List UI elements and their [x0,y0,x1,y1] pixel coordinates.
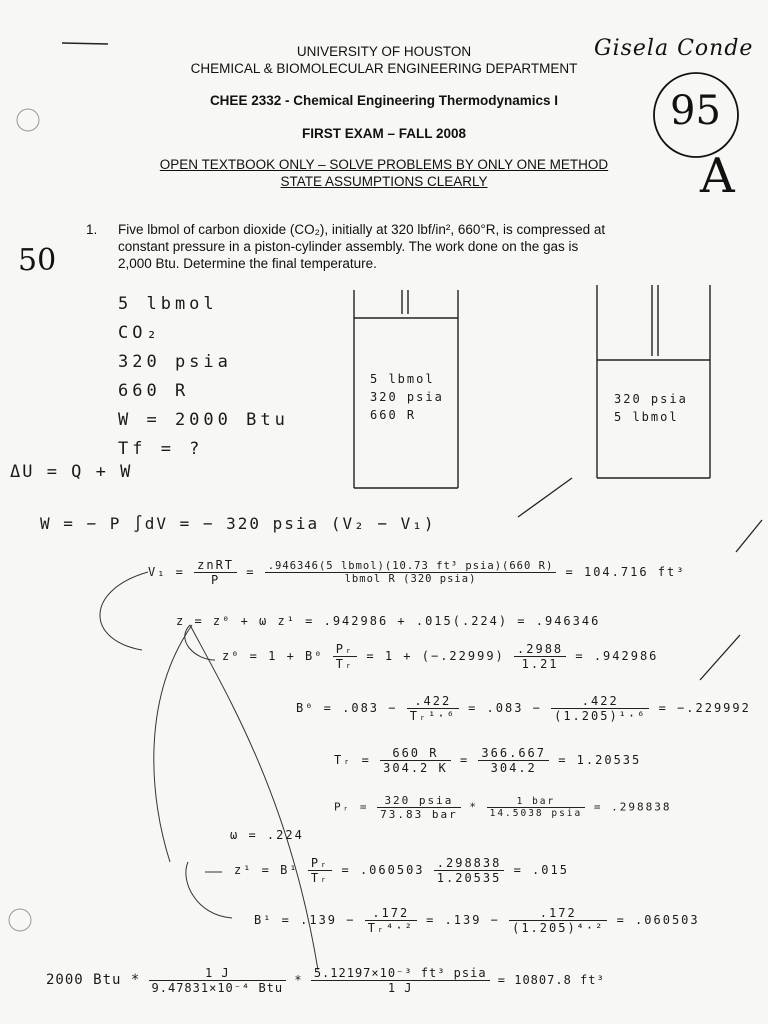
fraction-numerator: .172 [509,906,607,921]
fraction-numerator: .298838 [434,856,505,871]
fraction-denominator: 304.2 [490,761,537,775]
conv-lhs: 2000 Btu * [46,972,141,988]
equals: = [246,565,256,579]
student-name: Gisela Conde [594,36,754,61]
v1-equation [148,558,685,587]
fraction-denominator: Tᵣ [335,657,355,671]
b1-lhs: B¹ = .139 − [254,913,356,927]
fraction-numerator: znRT [194,558,237,573]
fraction-denominator: 14.5038 psia [489,808,583,819]
tr-mid: = [459,753,470,767]
work-equation: W = − P ∫dV = − 320 psia (V₂ − V₁) [40,514,436,533]
fraction-denominator: P [210,573,221,587]
v1-lhs: V₁ = [148,565,195,579]
cylinder-label: 5 lbmol [370,372,435,386]
pr-result: = .298838 [593,800,672,814]
fraction-denominator: 304.2 K [383,761,448,775]
fraction-denominator: Tᵣ¹·⁶ [409,709,456,723]
course-title: CHEE 2332 - Chemical Engineering Thermodynamics I [209,93,559,108]
z0-equation [222,642,658,671]
problem-text-line-2: constant pressure in a piston-cylinder assembly. The work done on the gas is [118,239,579,254]
fraction-numerator: 320 psia [377,794,461,808]
fraction-denominator: 9.47831×10⁻⁴ Btu [151,981,284,995]
fraction-denominator: 1.20535 [436,871,502,885]
fraction-denominator: 1.21 [521,657,559,671]
cylinder-label: 320 psia [614,392,688,406]
exam-title: FIRST EXAM – FALL 2008 [301,126,467,141]
given-item: W = 2000 Btu [118,410,289,430]
fraction-numerator: .2988 [514,642,566,657]
fraction-denominator: Tᵣ [310,871,330,885]
fraction-denominator: 1 J [387,981,413,995]
cylinder-label: 5 lbmol [614,410,679,424]
given-item: 320 psia [118,352,232,372]
z1-result: = .015 [513,863,569,877]
score: 95 [670,88,721,134]
given-item: Tf = ? [118,439,204,459]
problem-score: 50 [18,243,57,278]
tr-equation [334,746,641,775]
punch-hole-mark [9,909,31,931]
fraction-denominator: (1.205)⁴·² [512,921,605,935]
given-item: 660 R [118,381,190,401]
z1-lhs: z¹ = B¹ [234,863,299,877]
fraction-denominator: Tᵣ⁴·² [367,921,414,935]
b0-mid: = .083 − [468,701,542,715]
problem-number: 1. [86,222,98,237]
b0-result: = −.229992 [658,701,751,715]
pr-equation [334,794,671,821]
b0-lhs: B⁰ = .083 − [296,701,398,715]
fraction-denominator: 73.83 bar [380,808,458,821]
given-list [118,290,289,464]
given-item: CO₂ [118,323,161,343]
fraction-numerator: Pᵣ [308,856,332,871]
conv-result: = 10807.8 ft³ [497,973,605,987]
fraction-numerator: Pᵣ [333,642,357,657]
z-equation: z = z⁰ + ω z¹ = .942986 + .015(.224) = .946346 [176,614,601,628]
check-stroke [700,635,740,680]
times: * [294,973,303,987]
university-name: UNIVERSITY OF HOUSTON [296,44,472,59]
conversion-equation [46,966,605,995]
pr-lhs: Pᵣ = [334,800,369,814]
fraction-denominator: (1.205)¹·⁶ [554,709,647,723]
fraction-numerator: 660 R [380,746,451,761]
fraction-numerator: 5.12197×10⁻³ ft³ psia [311,966,490,981]
b1-equation [254,906,700,935]
cylinder-1-labels [370,370,444,424]
times: * [469,800,478,814]
cylinder-label: 660 R [370,408,417,422]
first-law: ΔU = Q + W [10,462,133,482]
instructions-line-2: STATE ASSUMPTIONS CLEARLY [280,174,488,189]
fraction-numerator: .422 [407,694,459,709]
fraction-numerator: 1 bar [487,796,586,808]
problem-text-line-1: Five lbmol of carbon dioxide (CO₂), initially at 320 lbf/in², 660°R, is compressed at [118,222,606,237]
fraction-numerator: .172 [365,906,417,921]
fraction-numerator: .946346(5 lbmol)(10.73 ft³ psia)(660 R) [265,560,557,573]
cylinder-2-labels [614,390,688,426]
problem-text-line-3: 2,000 Btu. Determine the final temperature. [118,256,377,271]
fraction-numerator: .422 [551,694,649,709]
z0-mid: = 1 + (−.22999) [366,649,505,663]
given-item: 5 lbmol [118,294,218,314]
z1-equation [234,856,569,885]
fraction-numerator: 1 J [149,966,287,981]
v1-result: = 104.716 ft³ [565,565,686,579]
fraction-denominator: lbmol R (320 psia) [344,573,477,585]
cylinder-label: 320 psia [370,390,444,404]
b1-mid: = .139 − [426,913,500,927]
fraction-numerator: 366.667 [478,746,549,761]
instructions-line-1: OPEN TEXTBOOK ONLY – SOLVE PROBLEMS BY ONLY ONE METHOD [159,157,609,172]
cylinder-2-drawing [597,285,710,478]
check-stroke [736,520,762,552]
letter-grade: A [700,148,735,204]
z0-result: = .942986 [575,649,659,663]
omega-value: ω = .224 [230,828,304,842]
check-stroke [518,478,572,517]
z1-mid: = .060503 [341,863,425,877]
department-name: CHEMICAL & BIOMOLECULAR ENGINEERING DEPARTMENT [190,61,578,76]
z0-lhs: z⁰ = 1 + B⁰ [222,649,324,663]
b1-result: = .060503 [616,913,700,927]
tr-lhs: Tᵣ = [334,753,371,767]
b0-equation [296,694,751,723]
tr-result: = 1.20535 [558,753,642,767]
